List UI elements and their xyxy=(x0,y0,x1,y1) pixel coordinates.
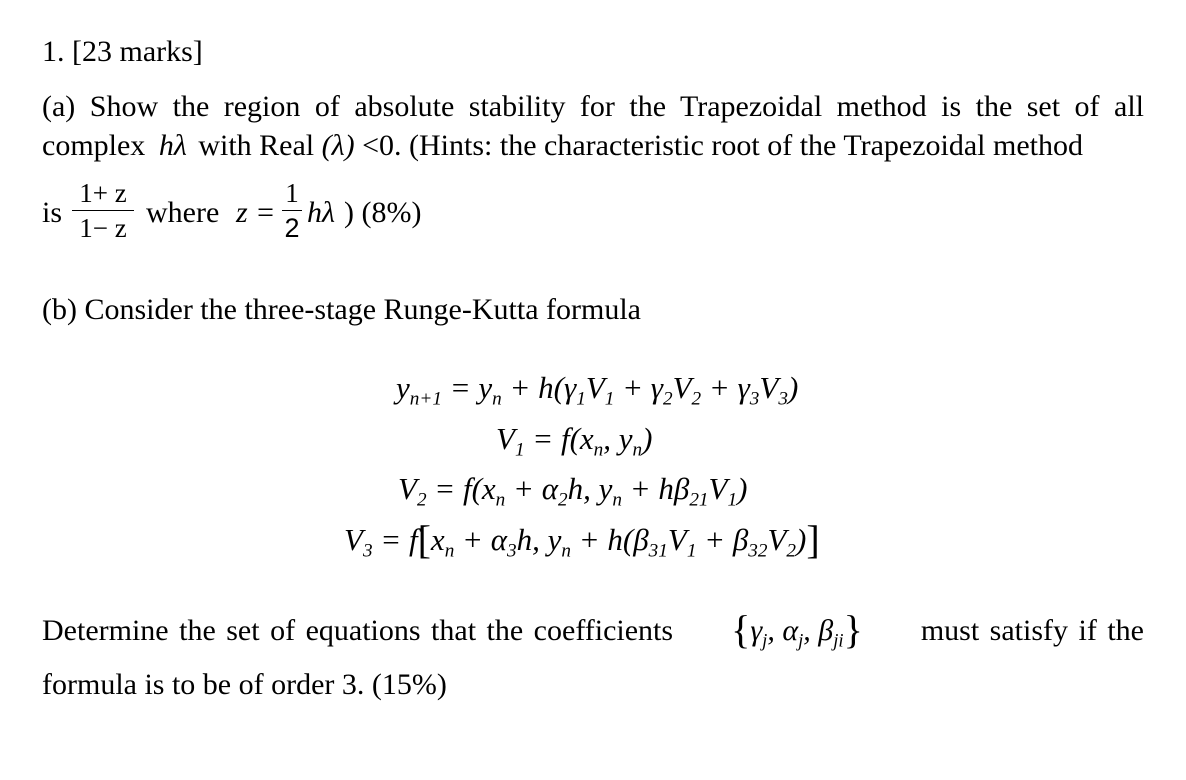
closing-pre: Determine the set of equations that the coefficients xyxy=(42,614,674,647)
lambda-paren: (λ) xyxy=(321,129,355,162)
one-half-fraction xyxy=(282,178,302,243)
part-b-closing-line-1 xyxy=(42,607,1144,652)
fraction-denominator: 1− z xyxy=(79,213,127,243)
part-b-intro: (b) Consider the three-stage Runge-Kutta formula xyxy=(42,293,641,326)
question-heading: 1. [23 marks] xyxy=(42,35,203,68)
rk-equation-1: $y_{n+1} = y_n + h(\gamma_1V_1 + \gamma_2V_2 + \gamma_3V_3)$ xyxy=(396,370,799,410)
percent-8: ) (8%) xyxy=(344,196,422,229)
part-b-closing-line-2: formula is to be of order 3. (15%) xyxy=(42,668,447,701)
h-lambda: hλ xyxy=(158,129,187,162)
rk-equation-3: $V_2 = f(x_n + \alpha_2h$, $y_n + h\beta_{21}V_1$) xyxy=(398,471,748,511)
characteristic-root-fraction xyxy=(72,178,134,243)
closing-post: must satisfy if the xyxy=(920,614,1144,647)
rk-equation-2: $V_1 = f(x_n$, $y_n$) xyxy=(496,421,653,461)
is-word: is xyxy=(42,196,63,229)
half-denominator: 2 xyxy=(284,213,300,243)
where-word: where xyxy=(146,196,220,229)
z-equals: z = xyxy=(236,196,276,229)
complex-word: complex xyxy=(42,129,146,162)
coefficient-set: {$\gamma_j$, $\alpha_j$, $\beta_{ji}$} xyxy=(731,607,863,652)
fraction-numerator: 1+ z xyxy=(72,178,134,211)
part-a-line-2 xyxy=(42,128,1083,164)
part-a-line-1: (a) Show the region of absolute stability for the Trapezoidal method is the set of all xyxy=(42,90,1144,123)
h-lambda-2: hλ xyxy=(307,196,335,229)
rk-equation-4: $V_3 = f[x_n + \alpha_3h$, $y_n + h(\beta_{31}V_1 + \beta_{32}V_2)$] xyxy=(344,517,820,562)
hint-text: <0. (Hints: the characteristic root of the Trapezoidal method xyxy=(362,129,1084,162)
with-real-word: with Real xyxy=(198,129,315,162)
half-numerator: 1 xyxy=(282,178,302,211)
